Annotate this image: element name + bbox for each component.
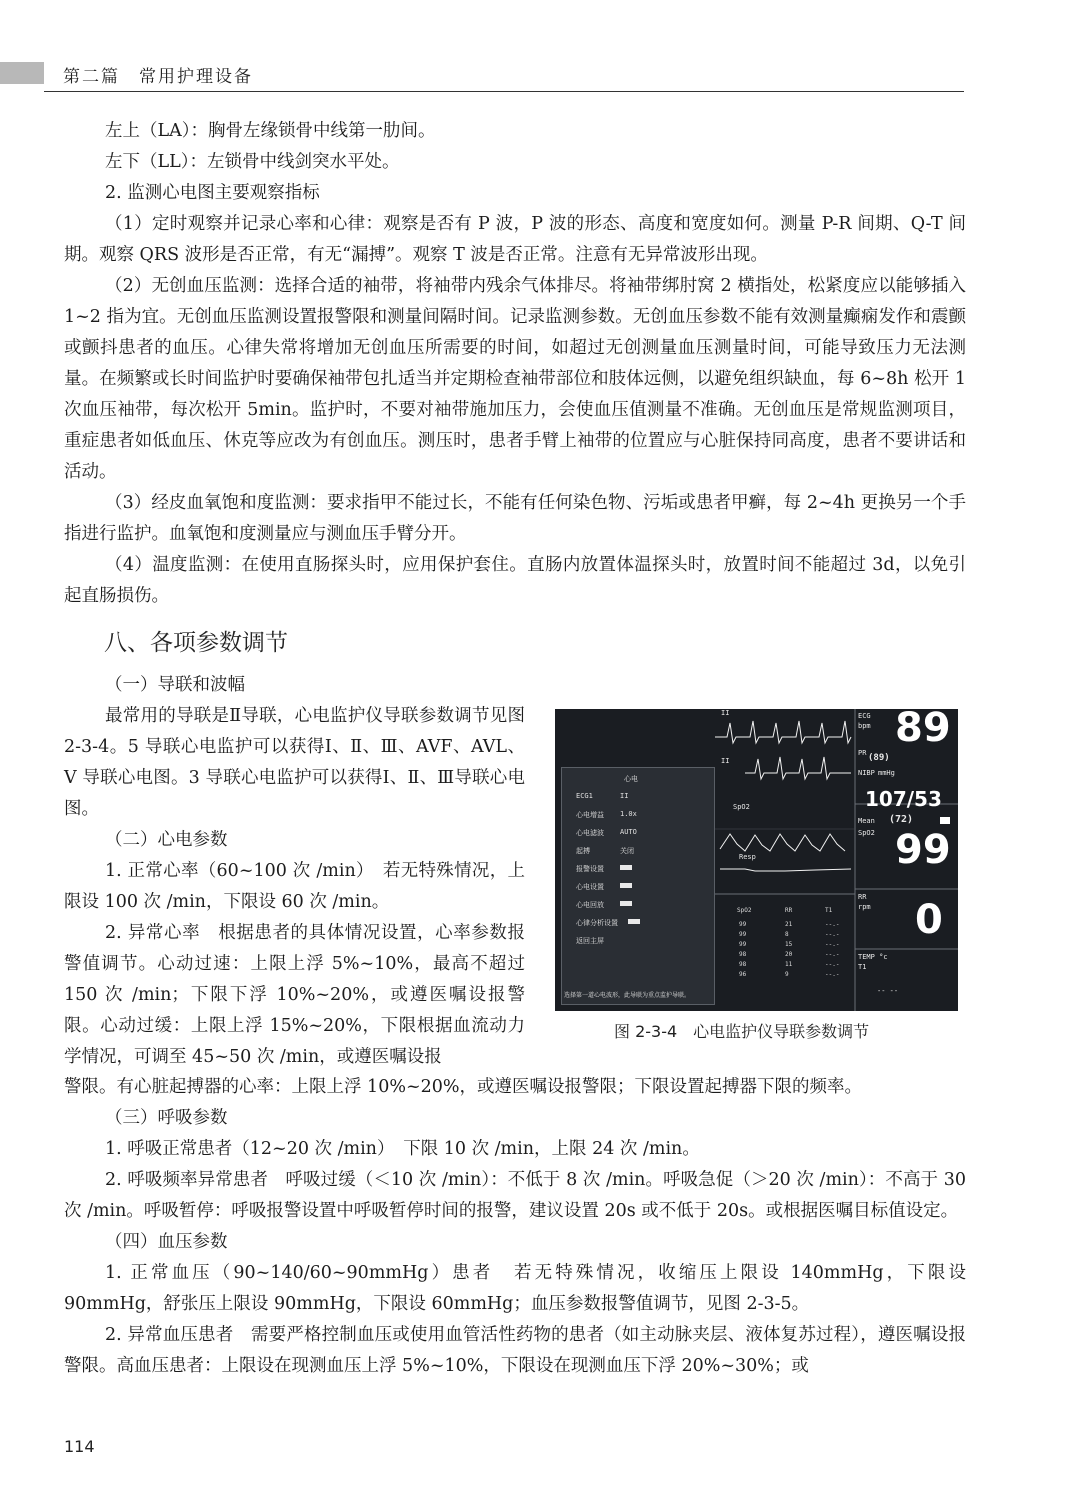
table-header: SpO2 (737, 907, 752, 914)
paragraph: （3）经皮血氧饱和度监测：要求指甲不能过长，不能有任何染色物、污垢或患者甲癣，每 2~4h 更换另一个手指进行监护。血氧饱和度测量应与测血压手臂分开。 (64, 493, 966, 544)
subsection-title: （四）血压参数 (105, 1232, 228, 1252)
paragraph: 1. 正常血压（90~140/60~90mmHg）患者 若无特殊情况，收缩压上限设 140mmHg，下限设 90mmHg，舒张压上限设 90mmHg，下限设 60mmHg；血压参数报警值调节，见图 2-3-5。 (64, 1263, 966, 1314)
table-cell: 20 (785, 951, 793, 958)
pr-value: (89) (868, 753, 890, 763)
menu-value-gain[interactable]: 1.0x (620, 810, 637, 818)
table-cell: 11 (785, 961, 793, 968)
menu-item-alarm-settings[interactable]: 报警设置 (576, 865, 604, 873)
menu-value-pace[interactable]: 关闭 (620, 847, 634, 855)
section-title: 八、各项参数调节 (104, 630, 288, 656)
ecg-wave-2 (745, 757, 851, 779)
subsection-title: （一）导联和波幅 (105, 675, 245, 695)
paragraph: 最常用的导联是Ⅱ导联，心电监护仪导联参数调节见图 2-3-4。5 导联心电监护可以获得Ⅰ、Ⅱ、Ⅲ、AVF、AVL、V 导联心电图。3 导联心电监护可以获得Ⅰ、Ⅱ、Ⅲ导联心电图。 (64, 706, 525, 819)
table-cell: --.- (825, 921, 840, 928)
figure-caption: 图 2-3-4 心电监护仪导联参数调节 (614, 1022, 870, 1041)
paragraph: 1. 正常心率（60~100 次 /min） 若无特殊情况，上限设 100 次 /min，下限设 60 次 /min。 (64, 861, 525, 912)
bottom-body (64, 1072, 966, 1382)
rr-label: RR (858, 893, 867, 901)
menu-value-filter[interactable]: AUTO (620, 828, 637, 836)
lead-label: II (721, 757, 730, 765)
submenu-indicator (620, 883, 632, 888)
menu-item-filter[interactable]: 心电滤波 (576, 829, 604, 837)
table-cell: 99 (739, 921, 747, 928)
menu-item-pace[interactable]: 起搏 (576, 847, 590, 855)
table-cell: 99 (739, 941, 747, 948)
paragraph: 2. 异常心率 根据患者的具体情况设置，心率参数报警值调节。心动过速：上限上浮 5%~10%，最高不超过 150 次 /min；下限下浮 10%~20%，或遵医嘱设报警限。心动过缓：上限上浮 15%~20%，下限根据血流动力学情况，可调至 45~50 次 /min，或遵医嘱设报 (64, 923, 525, 1067)
table-header: RR (785, 907, 793, 914)
paragraph: （2）无创血压监测：选择合适的袖带，将袖带内残余气体排尽。将袖带绑肘窝 2 横指处，松紧度应以能够插入 1~2 指为宜。无创血压监测设置报警限和测量间隔时间。记录监测参数。无创血压参数不能有效测量癫痫发作和震颤或颤抖患者的血压。心律失常将增加无创血压所需要的时间，如超过无创测量血压测量时间，可能导致压力无法测量。在频繁或长时间监护时要确保袖带包扎适当并定期检查袖带部位和肢体远侧，以避免组织缺血，每 6~8h 松开 1 次血压袖带，每次松开 5min。监护时，不要对袖带施加压力，会使血压值测量不准确。无创血压是常规监测项目，重症患者如低血压、休克等应改为有创血压。测压时，患者手臂上袖带的位置应与心脏保持同高度，患者不要讲话和活动。 (64, 276, 966, 482)
menu-item-ecg1[interactable]: ECG1 (576, 792, 593, 800)
submenu-indicator (620, 901, 632, 906)
paragraph: 左下（LL）：左锁骨中线剑突水平处。 (105, 152, 400, 172)
menu-item-arrhythmia[interactable]: 心律分析设置 (576, 919, 618, 927)
paragraph: 1. 呼吸正常患者（12~20 次 /min） 下限 10 次 /min，上限 24 次 /min。 (105, 1139, 700, 1159)
nibp-label: NIBP (858, 769, 875, 777)
paragraph: 警限。有心脏起搏器的心率：上限上浮 10%~20%，或遵医嘱设报警限；下限设置起搏器下限的频率。 (64, 1077, 863, 1097)
table-cell: --.- (825, 931, 840, 938)
blood-pressure-value: 107/53 (865, 787, 942, 811)
resp-wave (720, 869, 851, 871)
menu-item-ecg-settings[interactable]: 心电设置 (576, 883, 604, 891)
paragraph: 左上（LA）：胸骨左缘锁骨中线第一肋间。 (105, 121, 436, 141)
ecg-settings-menu[interactable] (561, 767, 715, 1005)
temp-value: -- -- (877, 987, 899, 995)
running-header: 第二篇 常用护理设备 (63, 67, 253, 87)
pr-label: PR (858, 749, 867, 757)
table-cell: --.- (825, 961, 840, 968)
menu-item-gain[interactable]: 心电增益 (576, 811, 604, 819)
header-bar (0, 62, 44, 84)
ecg-label: ECG (858, 712, 871, 720)
spo2-wave (720, 834, 845, 851)
menu-item-return[interactable]: 返回主屏 (576, 937, 604, 945)
temp-t1-label: T1 (858, 963, 867, 971)
nibp-unit: mmHg (878, 769, 895, 777)
rr-unit: rpm (858, 903, 871, 911)
table-cell: 98 (739, 961, 747, 968)
table-cell: --.- (825, 941, 840, 948)
mean-value: (72) (889, 814, 914, 825)
table-cell: --.- (825, 971, 840, 978)
table-cell: 96 (739, 971, 747, 978)
menu-hint: 选择第一道心电波形，此导联为重点监护导联。 (564, 992, 691, 999)
heart-rate-value: 89 (895, 709, 951, 751)
subsection-title: （三）呼吸参数 (105, 1108, 228, 1128)
monitor-photo (555, 709, 958, 1011)
submenu-indicator (628, 919, 640, 924)
bpm-label: bpm (858, 722, 871, 730)
paragraph: （4）温度监测：在使用直肠探头时，应用保护套住。直肠内放置体温探头时，放置时间不能超过 3d，以免引起直肠损伤。 (64, 555, 966, 606)
top-body (64, 116, 966, 612)
table-header: T1 (825, 907, 833, 914)
mean-label: Mean (858, 817, 875, 825)
temp-label: TEMP °c (858, 953, 888, 961)
paragraph: （1）定时观察并记录心率和心律：观察是否有 P 波，P 波的形态、高度和宽度如何。测量 P-R 间期、Q-T 间期。观察 QRS 波形是否正常，有无“漏搏”。观察 T 波是否正常。注意有无异常波形出现。 (64, 214, 966, 265)
table-cell: 98 (739, 951, 747, 958)
spo2-label: SpO2 (858, 829, 875, 837)
lead-label: II (721, 709, 730, 717)
table-cell: 21 (785, 921, 793, 928)
spo2-value: 99 (895, 827, 951, 873)
wave-label: Resp (739, 853, 756, 861)
menu-item-ecg-review[interactable]: 心电回放 (576, 901, 604, 909)
menu-title: 心电 (624, 775, 638, 783)
table-cell: 99 (739, 931, 747, 938)
subsection-title: （二）心电参数 (105, 830, 228, 850)
left-column (64, 670, 525, 1073)
submenu-indicator (620, 865, 632, 870)
header-rule (44, 91, 964, 92)
table-cell: --.- (825, 951, 840, 958)
table-cell: 9 (785, 971, 789, 978)
paragraph: 2. 监测心电图主要观察指标 (105, 183, 320, 203)
ecg-wave-1 (715, 721, 851, 743)
table-cell: 8 (785, 931, 789, 938)
wave-label: SpO2 (733, 803, 750, 811)
paragraph: 2. 呼吸频率异常患者 呼吸过缓（＜10 次 /min）：不低于 8 次 /min。呼吸急促（＞20 次 /min）：不高于 30 次 /min。呼吸暂停：呼吸报警设置中呼吸暂停时间的报警，建议设置 20s 或不低于 20s。或根据医嘱目标值设定。 (64, 1170, 966, 1221)
page-number: 114 (64, 1437, 95, 1456)
table-cell: 15 (785, 941, 793, 948)
menu-value-ecg1[interactable]: II (620, 792, 629, 800)
respiration-rate-value: 0 (915, 897, 943, 943)
paragraph: 2. 异常血压患者 需要严格控制血压或使用血管活性药物的患者（如主动脉夹层、液体复苏过程），遵医嘱设报警限。高血压患者：上限设在现测血压上浮 5%~10%，下限设在现测血压下浮 20%~30%；或 (64, 1325, 966, 1376)
